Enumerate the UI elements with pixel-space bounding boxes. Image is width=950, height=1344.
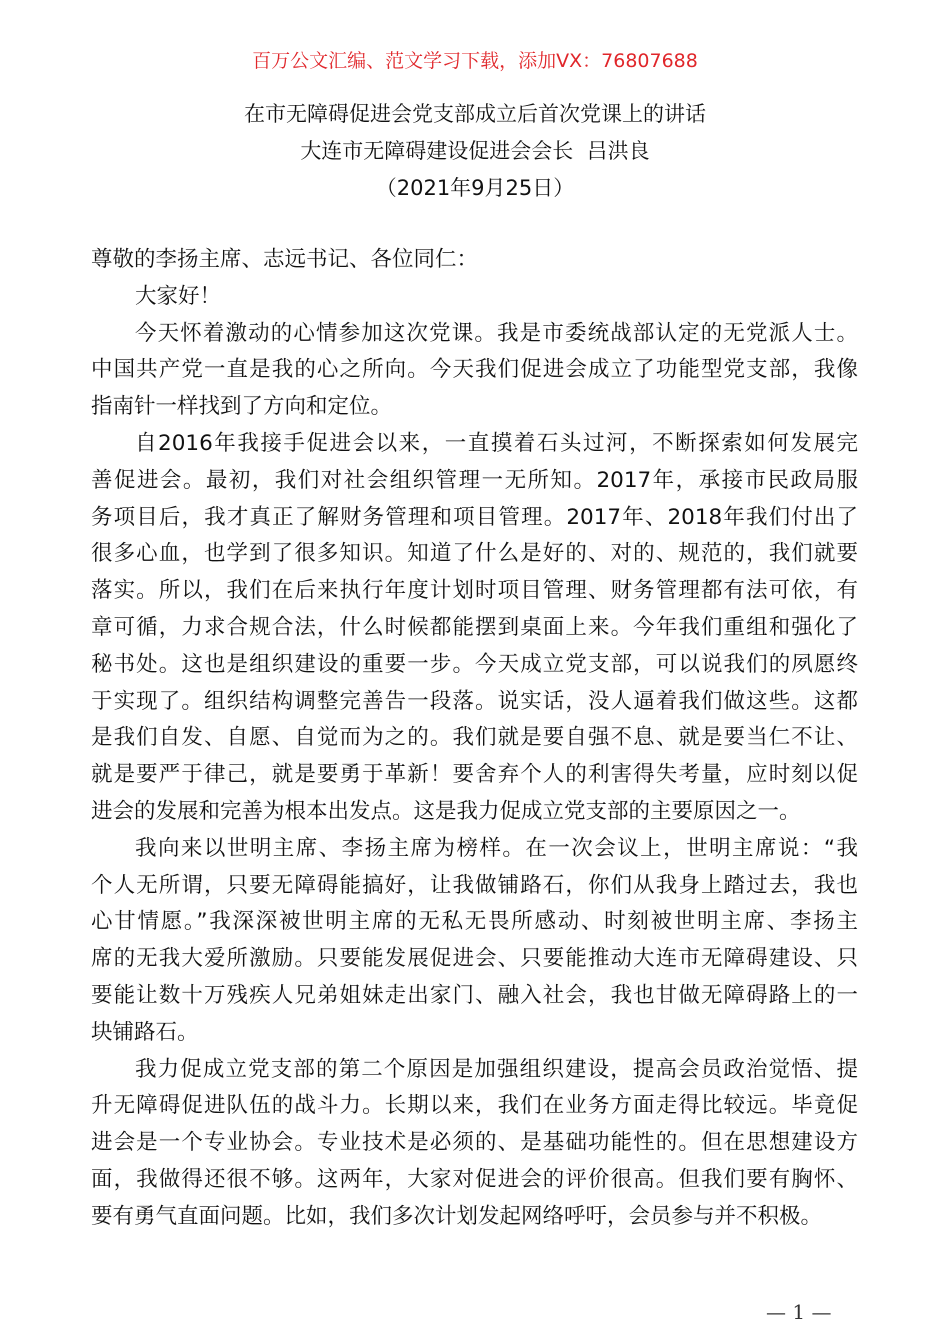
paragraph <box>91 426 858 831</box>
text-line: 席的无我大爱所激励。只要能发展促进会、只要能推动大连市无障碍建设、只 <box>91 946 858 972</box>
document-date: （2021年9月25日） <box>375 176 575 200</box>
text-line: 章可循，力求合规合法，什么时候都能摆到桌面上来。今年我们重组和强化了 <box>91 614 858 640</box>
paragraph <box>91 831 858 1052</box>
text-line: 中国共产党一直是我的心之所向。今天我们促进会成立了功能型党支部，我像 <box>91 357 858 383</box>
text-line: 指南针一样找到了方向和定位。 <box>91 394 393 420</box>
text-line: 心甘情愿。”我深深被世明主席的无私无畏所感动、时刻被世明主席、李扬主 <box>91 909 858 935</box>
paragraph <box>91 1052 858 1236</box>
paragraph <box>91 316 858 426</box>
text-line: 进会的发展和完善为根本出发点。这是我力促成立党支部的主要原因之一。 <box>91 798 801 824</box>
salutation <box>91 242 858 279</box>
text-line: 善促进会。最初，我们对社会组织管理一无所知。2017年，承接市民政局服 <box>91 467 858 493</box>
text-line: 自2016年我接手促进会以来，一直摸着石头过河，不断探索如何发展完 <box>135 430 858 456</box>
document-author: 大连市无障碍建设促进会会长 吕洪良 <box>300 139 650 163</box>
text-line: 落实。所以，我们在后来执行年度计划时项目管理、财务管理都有法可依，有 <box>91 578 858 604</box>
paragraph <box>91 279 858 316</box>
text-line: 秘书处。这也是组织建设的重要一步。今天成立党支部，可以说我们的夙愿终 <box>91 651 858 677</box>
text-line: 块铺路石。 <box>91 1019 199 1045</box>
text-line: 务项目后，我才真正了解财务管理和项目管理。2017年、2018年我们付出了 <box>91 504 858 530</box>
document-body <box>91 242 858 1236</box>
text-line: 就是要严于律己，就是要勇于革新！要舍弃个人的利害得失考量，应时刻以促 <box>91 762 858 788</box>
text-line: 很多心血，也学到了很多知识。知道了什么是好的、对的、规范的，我们就要 <box>91 541 858 567</box>
text-line: 尊敬的李扬主席、志远书记、各位同仁： <box>91 247 479 272</box>
text-line: 要能让数十万残疾人兄弟姐妹走出家门、融入社会，我也甘做无障碍路上的一 <box>91 982 858 1008</box>
document-title: 在市无障碍促进会党支部成立后首次党课上的讲话 <box>244 102 706 126</box>
page-number: — 1 — <box>766 1300 832 1324</box>
text-line: 于实现了。组织结构调整完善告一段落。说实话，没人逼着我们做这些。这都 <box>91 688 858 714</box>
text-line: 个人无所谓，只要无障碍能搞好，让我做铺路石，你们从我身上踏过去，我也 <box>91 872 858 898</box>
text-line: 今天怀着激动的心情参加这次党课。我是市委统战部认定的无党派人士。 <box>135 320 858 346</box>
text-line: 进会是一个专业协会。专业技术是必须的、是基础功能性的。但在思想建设方 <box>91 1130 858 1156</box>
text-line: 是我们自发、自愿、自觉而为之的。我们就是要自强不息、就是要当仁不让、 <box>91 725 858 751</box>
text-line: 大家好！ <box>135 283 222 309</box>
text-line: 我向来以世明主席、李扬主席为榜样。在一次会议上，世明主席说：“我 <box>135 835 858 861</box>
text-line: 升无障碍促进队伍的战斗力。长期以来，我们在业务方面走得比较远。毕竟促 <box>91 1093 858 1119</box>
text-line: 要有勇气直面问题。比如，我们多次计划发起网络呼吁，会员参与并不积极。 <box>91 1203 823 1229</box>
watermark-banner: 百万公文汇编、范文学习下载，添加VX：76807688 <box>252 50 698 72</box>
text-line: 我力促成立党支部的第二个原因是加强组织建设，提高会员政治觉悟、提 <box>135 1056 858 1082</box>
text-line: 面，我做得还很不够。这两年，大家对促进会的评价很高。但我们要有胸怀、 <box>91 1166 858 1192</box>
